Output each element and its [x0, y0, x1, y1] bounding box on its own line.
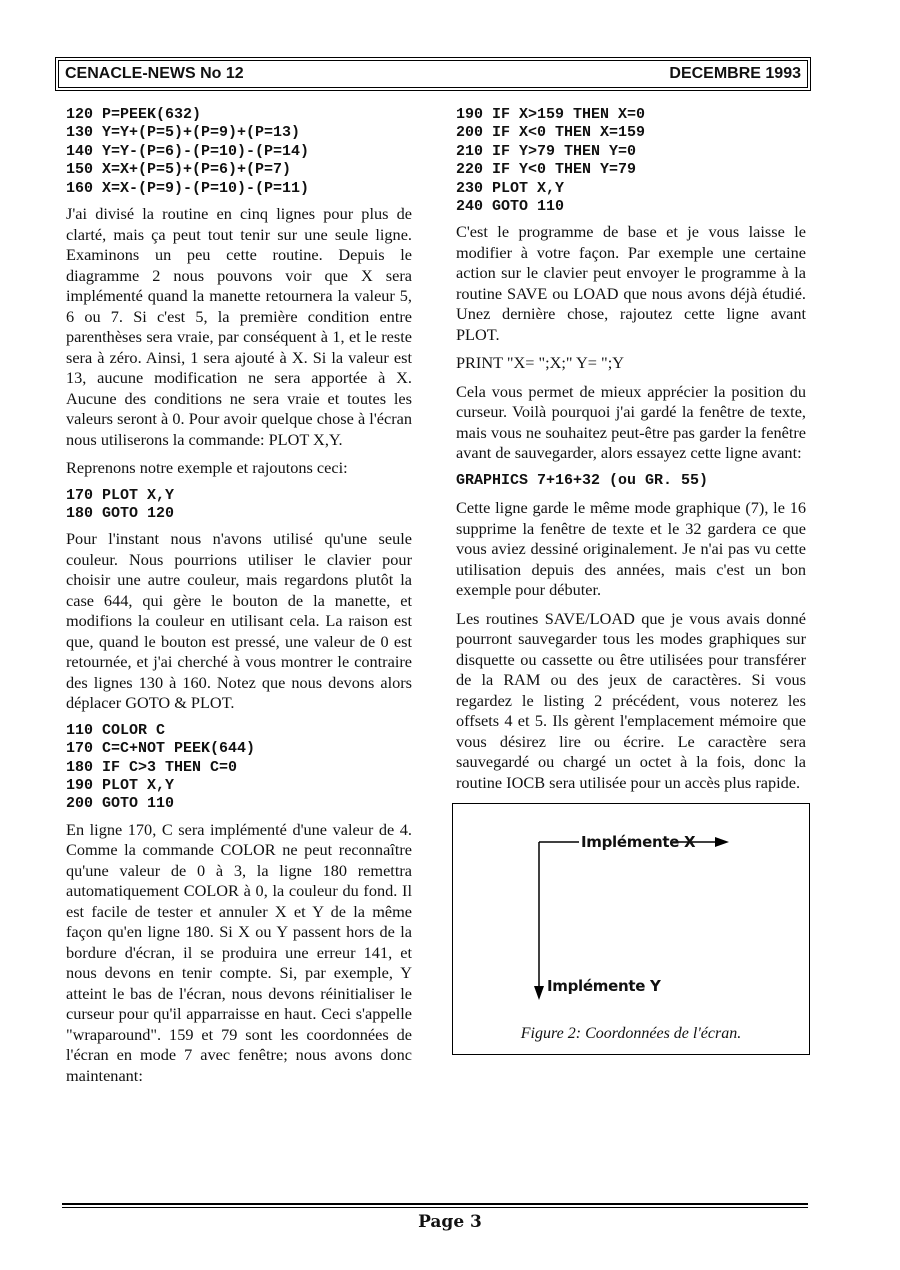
header-title: CENACLE-NEWS No 12	[65, 65, 244, 82]
figure-caption: Figure 2: Coordonnées de l'écran.	[520, 1024, 742, 1042]
code-listing: 120 P=PEEK(632) 130 Y=Y+(P=5)+(P=9)+(P=13) 140 Y=Y-(P=6)-(P=10)-(P=14) 150 X=X+(P=5)+(P=6)+(P=7) 160 X=X-(P=9)-(P=10)-(P=11)	[66, 106, 310, 197]
code-listing: 110 COLOR C 170 C=C+NOT PEEK(644) 180 IF C>3 THEN C=0 190 PLOT X,Y 200 GOTO 110	[66, 721, 256, 813]
label-y: Implémente Y	[547, 977, 661, 996]
paragraph: Cela vous permet de mieux apprécier la position du curseur. Voilà pourquoi j'ai gardé la fenêtre de texte, mais vous ne souhaitez peut-être pas garder la fenêtre avant de sauvegarder, alors essayez cette ligne avant:	[456, 381, 806, 463]
code-listing: GRAPHICS 7+16+32 (ou GR. 55)	[456, 471, 709, 489]
paragraph: J'ai divisé la routine en cinq lignes pour plus de clarté, mais ça peut tout tenir sur une seule ligne. Examinons un peu cette routine. Depuis le diagramme 2 nous pouvons voir que X sera implémenté quand la manette retournera la valeur 5, 6 ou 7. Si c'est 5, la première condition entre parenthèses sera vraie, par conséquent à 1, et le reste sera à zéro. Ainsi, 1 sera ajouté à X. Si la valeur est 13, aucune modification ne sera apportée à X. Aucune des conditions ne sera vraie et toutes les valeurs seront à 0. Pour avoir quelque chose à l'écran nous utiliserons la commande: PLOT X,Y.	[66, 204, 412, 449]
figure-coordinates	[452, 803, 810, 1055]
paragraph: Cette ligne garde le même mode graphique (7), le 16 supprime la fenêtre de texte et le 32 gardera ce que vous aviez dessiné originalement. Je n'ai pas vu cette utilisation depuis des années, mais c'est un bon exemple pour débuter.	[456, 498, 806, 600]
paragraph: Les routines SAVE/LOAD que je vous avais donné pourront sauvegarder tous les modes graphiques sur disquette ou cassette ou être utilisées pour transférer de la RAM ou des jeux de caractères. Si vous regardez le listing 2 précédent, vous noterez les offsets 4 et 5. Ils gèrent l'emplacement mémoire que vous désirez lire ou écrire. Le caractère sera sauvegardé ou chargé un octet à la fois, donc la routine IOCB sera utilisée pour un accès plus rapide.	[456, 608, 806, 792]
x-arrowhead	[715, 837, 729, 847]
paragraph: Reprenons notre exemple et rajoutons ceci:	[66, 458, 348, 478]
footer-rule	[62, 1207, 808, 1208]
page-header	[58, 60, 808, 88]
footer-rule	[62, 1203, 808, 1205]
paragraph: C'est le programme de base et je vous laisse le modifier à votre façon. Par exemple une certaine action sur le clavier peut envoyer le programme à la routine SAVE ou LOAD que nous avons déjà étudié. Unez dernière chose, rajoutez cette ligne avant PLOT.	[456, 222, 806, 344]
code-listing: 170 PLOT X,Y 180 GOTO 120	[66, 486, 175, 522]
paragraph: PRINT "X= ";X;" Y= ";Y	[456, 353, 624, 373]
page-number: Page 3	[418, 1212, 482, 1232]
header-date: DECEMBRE 1993	[669, 65, 801, 82]
y-arrowhead	[534, 986, 544, 1000]
right-column	[456, 106, 806, 1055]
left-column	[66, 106, 412, 1094]
paragraph: En ligne 170, C sera implémenté d'une valeur de 4. Comme la commande COLOR ne peut reconnaître qu'une valeur de 0 à 3, la ligne 180 remettra automatiquement COLOR à 0, la couleur du fond. Il est facile de tester et annuler X et Y de la même façon qu'en ligne 180. Si X ou Y passent hors de la bordure d'écran, il se produira une erreur 141, et nous devons en tenir compte. Si, par exemple, Y atteint le bas de l'écran, nous devons réinitialiser le curseur pour qu'il apparraisse en haut. Ceci s'appelle "wraparound". 159 et 79 sont les coordonnées de l'écran en mode 7 avec fenêtre; nous avons donc maintenant:	[66, 819, 412, 1085]
code-listing: 190 IF X>159 THEN X=0 200 IF X<0 THEN X=159 210 IF Y>79 THEN Y=0 220 IF Y<0 THEN Y=79 230 PLOT X,Y 240 GOTO 110	[456, 106, 646, 216]
paragraph: Pour l'instant nous n'avons utilisé qu'une seule couleur. Nous pourrions utiliser le clavier pour choisir une autre couleur, mais regardons plutôt la case 644, qui gère le bouton de la manette, et modifions la couleur en utilisant cela. La raison est que, quand le bouton est pressé, une valeur de 0 est retournée, et j'ai cherché à vous montrer le contraire des lignes 130 à 160. Notez que nous devons alors déplacer GOTO & PLOT.	[66, 529, 412, 713]
label-x: Implémente X	[581, 833, 696, 852]
